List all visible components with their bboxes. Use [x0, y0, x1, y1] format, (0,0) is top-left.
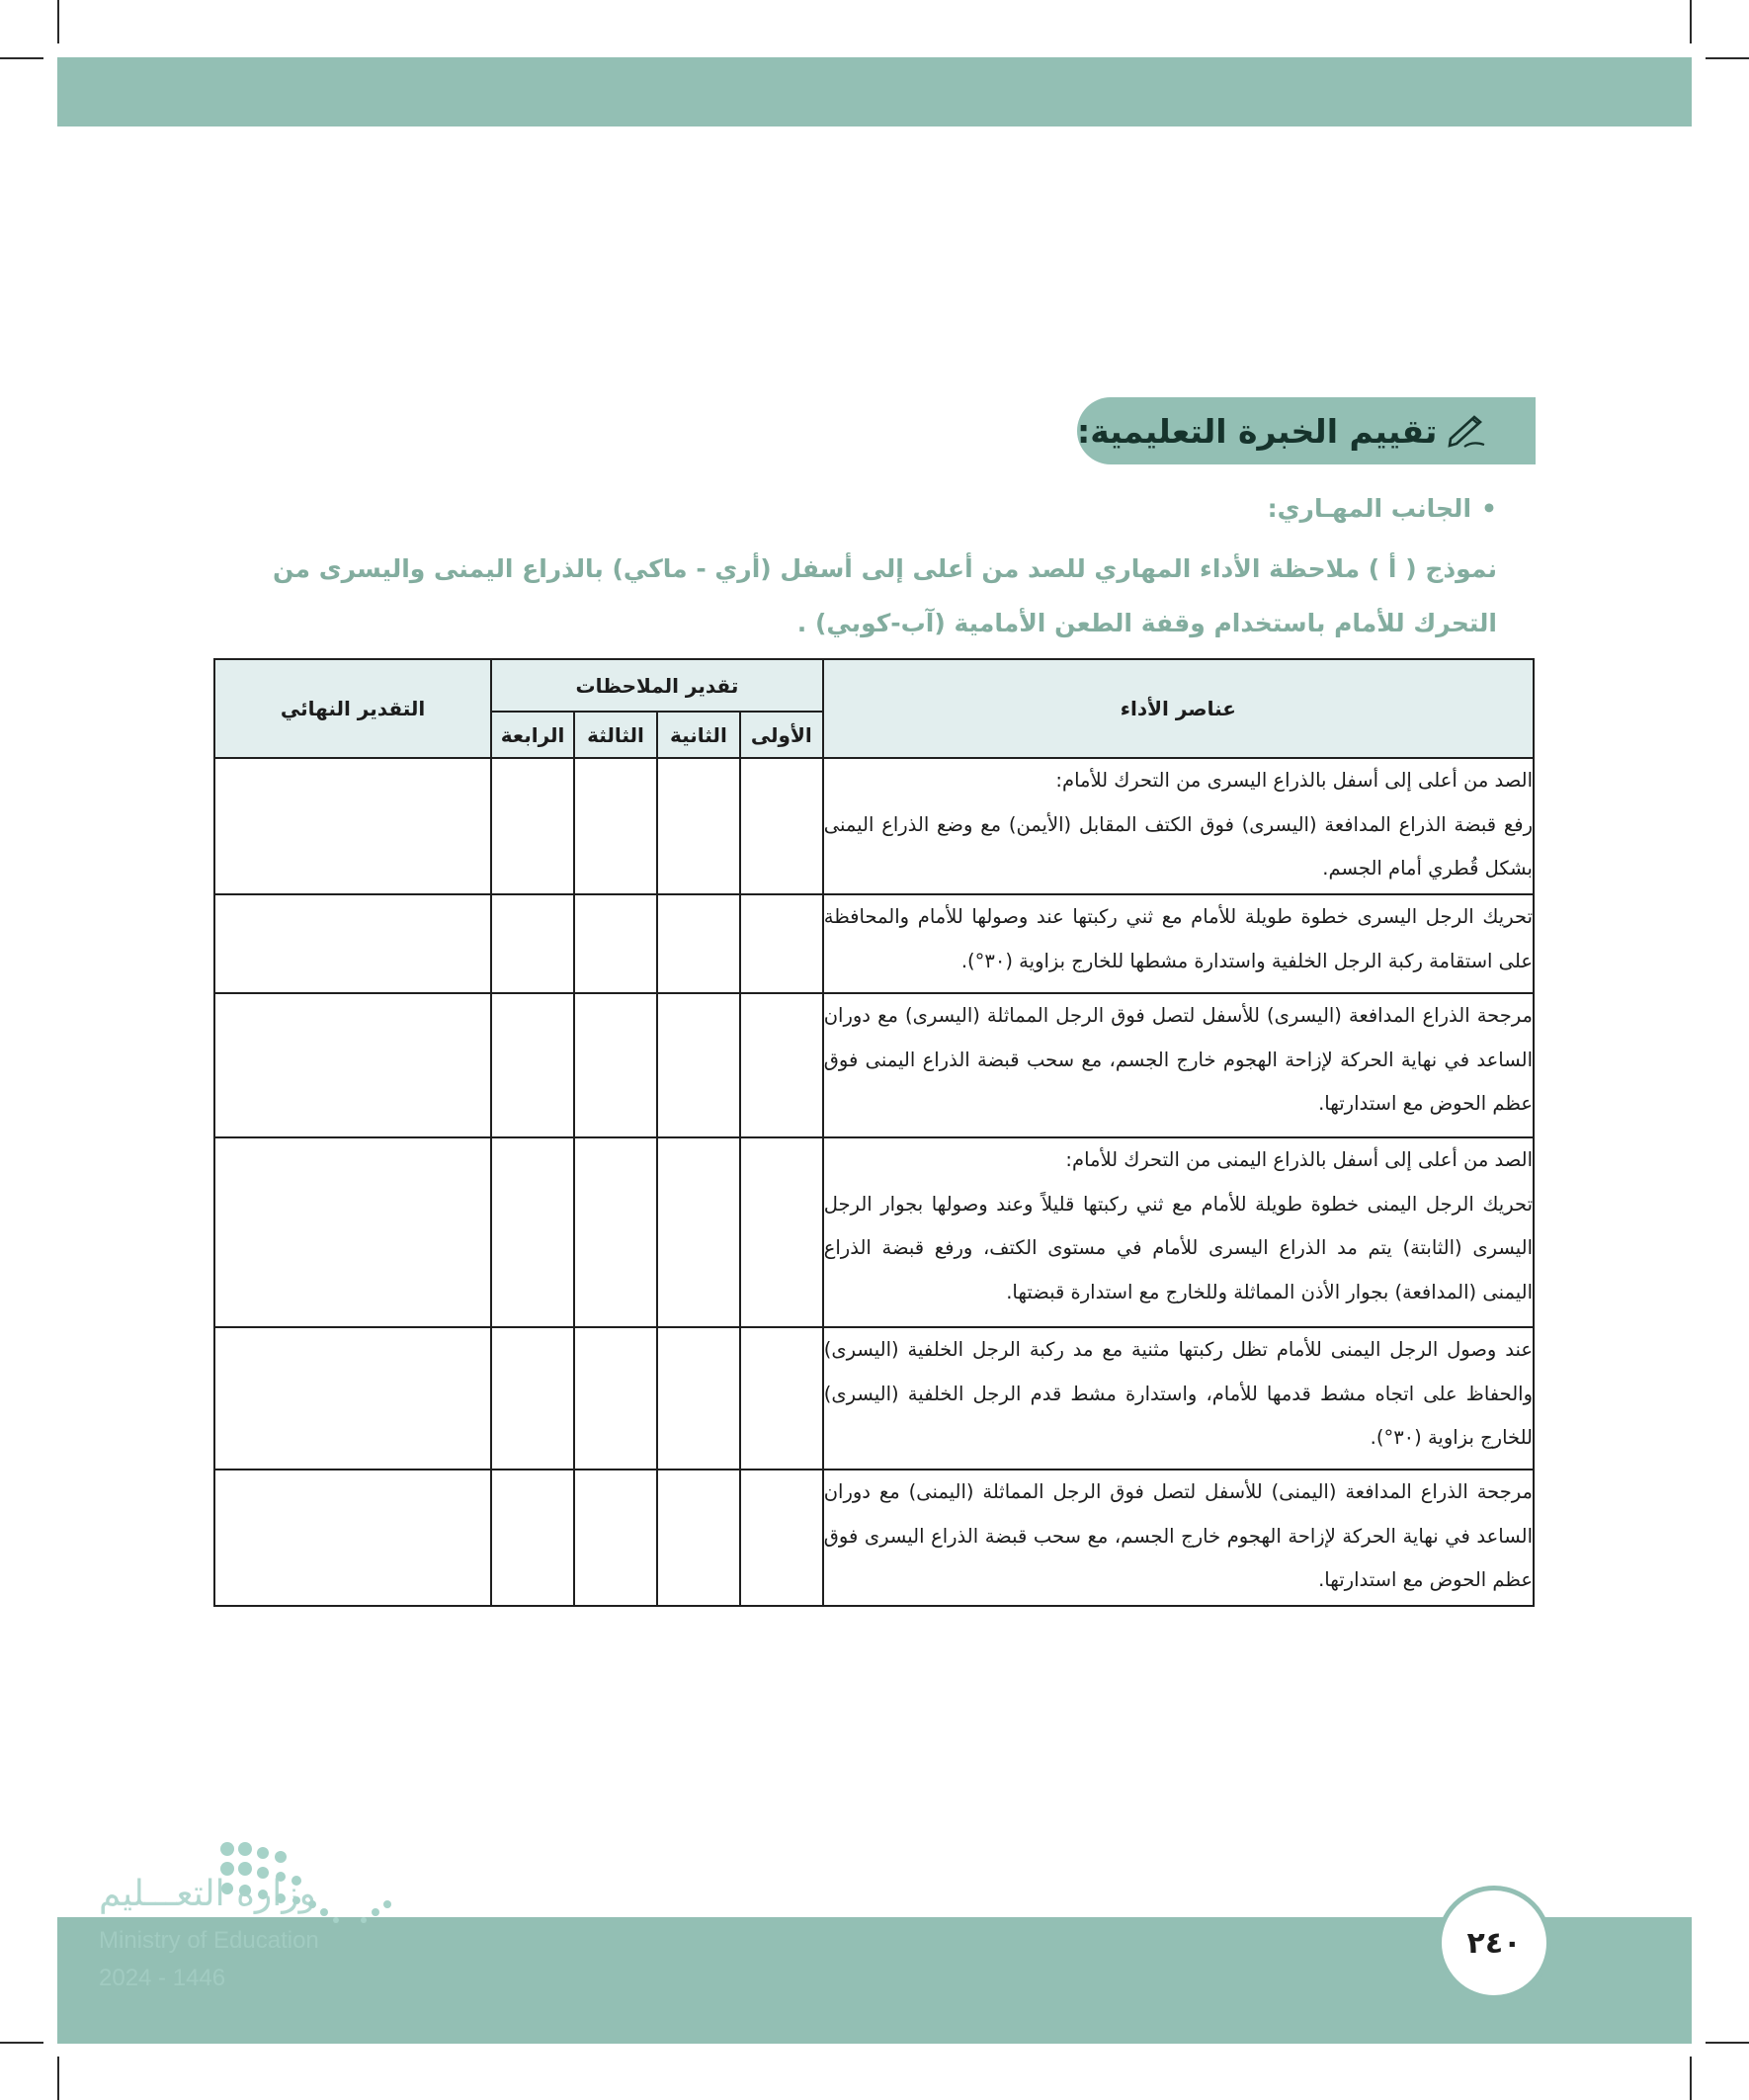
section-title-tab [1077, 397, 1536, 464]
rating-cell-fourth[interactable] [491, 1327, 574, 1470]
header-first: الأولى [740, 712, 823, 758]
crop-mark [57, 2057, 59, 2100]
ministry-name-arabic: وزارة التعـــليم [99, 1874, 317, 1914]
rating-cell-second[interactable] [657, 1137, 740, 1327]
header-second: الثانية [657, 712, 740, 758]
rating-cell-second[interactable] [657, 1470, 740, 1606]
header-band [57, 57, 1692, 126]
page-number-badge [1437, 1886, 1551, 2000]
crop-mark [1706, 57, 1749, 59]
crop-mark [1690, 0, 1692, 43]
rating-cell-second[interactable] [657, 894, 740, 993]
pencil-writing-icon [1445, 409, 1488, 453]
performance-text: تحريك الرجل اليسرى خطوة طويلة للأمام مع ثني ركبتها عند وصولها للأمام والمحافظة على استقامة ركبة الرجل الخلفية واستدارة مشطها للخارج بزاوية (٣٠°). [823, 905, 1533, 972]
rating-cell-third[interactable] [574, 1327, 657, 1470]
rating-cell-fourth[interactable] [491, 993, 574, 1137]
rating-cell-fourth[interactable] [491, 1137, 574, 1327]
table-row [214, 758, 1534, 894]
crop-mark [57, 0, 59, 43]
crop-mark [0, 57, 43, 59]
header-final-rating: التقدير النهائي [214, 659, 491, 758]
final-rating-cell[interactable] [214, 1327, 491, 1470]
performance-text: عند وصول الرجل اليمنى للأمام تظل ركبتها مثنية مع مد ركبة الرجل الخلفية (اليسرى) والحفاظ على اتجاه مشط قدمها للأمام، واستدارة مشط قدم الرجل الخلفية (اليسرى) للخارج بزاوية (٣٠°). [823, 1338, 1533, 1449]
crop-mark [1706, 2042, 1749, 2044]
performance-element-cell [823, 1137, 1534, 1327]
rating-cell-fourth[interactable] [491, 1470, 574, 1606]
header-performance-elements: عناصر الأداء [823, 659, 1534, 758]
rating-cell-third[interactable] [574, 993, 657, 1137]
table-row [214, 1327, 1534, 1470]
rating-cell-second[interactable] [657, 758, 740, 894]
performance-element-cell [823, 993, 1534, 1137]
rating-cell-first[interactable] [740, 758, 823, 894]
assessment-table [213, 658, 1535, 1607]
table-row [214, 1470, 1534, 1606]
rating-cell-third[interactable] [574, 894, 657, 993]
skill-heading: الجانب المهـاري: [1267, 494, 1472, 523]
rating-cell-fourth[interactable] [491, 894, 574, 993]
header-notes-rating: تقدير الملاحظات [491, 659, 823, 712]
table-row [214, 894, 1534, 993]
table-row [214, 993, 1534, 1137]
final-rating-cell[interactable] [214, 1137, 491, 1327]
performance-text: رفع قبضة الذراع المدافعة (اليسرى) فوق الكتف المقابل (الأيمن) مع وضع الذراع اليمنى بشكل قُطري أمام الجسم. [823, 812, 1533, 880]
final-rating-cell[interactable] [214, 758, 491, 894]
performance-element-cell [823, 894, 1534, 993]
performance-element-cell [823, 758, 1534, 894]
edition-year: 2024 - 1446 [99, 1965, 226, 1991]
rating-cell-third[interactable] [574, 758, 657, 894]
section-title: تقييم الخبرة التعليمية: [1077, 411, 1438, 451]
final-rating-cell[interactable] [214, 894, 491, 993]
performance-element-cell [823, 1470, 1534, 1606]
rating-cell-third[interactable] [574, 1470, 657, 1606]
performance-element-cell [823, 1327, 1534, 1470]
bullet: • [1481, 494, 1497, 523]
performance-text: مرجحة الذراع المدافعة (اليسرى) للأسفل لتصل فوق الرجل المماثلة (اليسرى) مع دوران الساعد في نهاية الحركة لإزاحة الهجوم خارج الجسم، مع سحب قبضة الذراع اليمنى فوق عظم الحوض مع استدارتها. [823, 1004, 1533, 1115]
rating-cell-third[interactable] [574, 1137, 657, 1327]
crop-mark [1690, 2057, 1692, 2100]
rating-cell-first[interactable] [740, 1137, 823, 1327]
final-rating-cell[interactable] [214, 1470, 491, 1606]
rating-cell-first[interactable] [740, 993, 823, 1137]
rating-cell-first[interactable] [740, 894, 823, 993]
final-rating-cell[interactable] [214, 993, 491, 1137]
rating-cell-fourth[interactable] [491, 758, 574, 894]
rating-cell-second[interactable] [657, 993, 740, 1137]
rating-cell-second[interactable] [657, 1327, 740, 1470]
ministry-name-english: Ministry of Education [99, 1927, 319, 1954]
performance-subheading: الصد من أعلى إلى أسفل بالذراع اليمنى من التحرك للأمام: [1065, 1148, 1533, 1171]
header-fourth: الرابعة [491, 712, 574, 758]
performance-subheading: الصد من أعلى إلى أسفل بالذراع اليسرى من التحرك للأمام: [1055, 769, 1533, 792]
performance-text: مرجحة الذراع المدافعة (اليمنى) للأسفل لتصل فوق الرجل المماثلة (اليمنى) مع دوران الساعد في نهاية الحركة لإزاحة الهجوم خارج الجسم، مع سحب قبضة الذراع اليسرى فوق عظم الحوض مع استدارتها. [823, 1480, 1533, 1591]
performance-text: تحريك الرجل اليمنى خطوة طويلة للأمام مع ثني ركبتها قليلاً وعند وصولها بجوار الرجل اليسرى (الثابتة) يتم مد الذراع اليسرى للأمام في مستوى الكتف، ورفع قبضة الذراع اليمنى (المدافعة) بجوار الأذن المماثلة وللخارج مع استدارة قبضتها. [823, 1192, 1533, 1303]
model-description: نموذج ( أ ) ملاحظة الأداء المهاري للصد من أعلى إلى أسفل (أري - ماكي) بالذراع اليمنى واليسرى من التحرك للأمام باستخدام وقفة الطعن الأمامية (آب-كوبي) . [273, 554, 1497, 637]
table-row [214, 1137, 1534, 1327]
page-number: ٢٤٠ [1466, 1925, 1522, 1961]
header-third: الثالثة [574, 712, 657, 758]
rating-cell-first[interactable] [740, 1470, 823, 1606]
skill-heading-line [1268, 494, 1497, 523]
crop-mark [0, 2042, 43, 2044]
rating-cell-first[interactable] [740, 1327, 823, 1470]
